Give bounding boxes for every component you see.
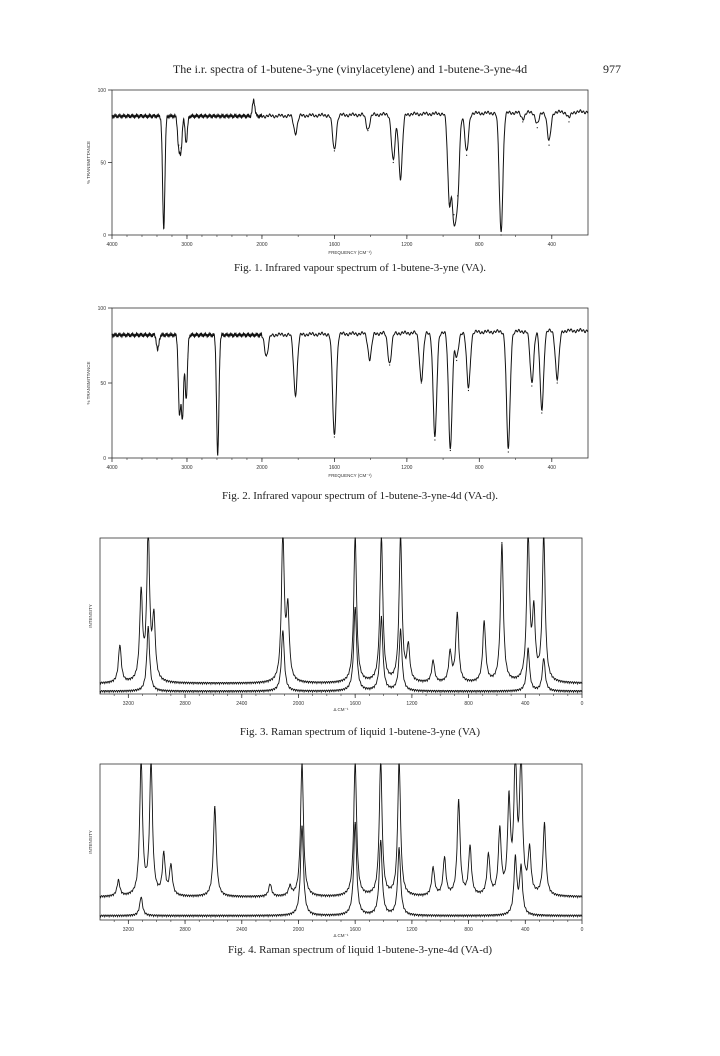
peak-point xyxy=(528,648,529,649)
x-axis-label: FREQUENCY (CM⁻¹) xyxy=(328,473,372,478)
x-tick-label: 0 xyxy=(580,927,584,933)
x-tick-label: 800 xyxy=(475,465,484,471)
band-point xyxy=(453,214,454,215)
y-axis-label: INTENSITY xyxy=(88,604,93,628)
band-point xyxy=(456,360,457,361)
x-tick-label: 2400 xyxy=(236,701,248,707)
band-point xyxy=(186,397,187,398)
band-point xyxy=(548,145,549,146)
x-tick-label: 1600 xyxy=(349,701,361,707)
peak-point xyxy=(119,645,120,646)
figure-1-caption: Fig. 1. Infrared vapour spectrum of 1-butene-3-yne (VA). xyxy=(233,262,487,274)
band-point xyxy=(531,385,532,386)
band-point xyxy=(295,394,296,395)
peak-point xyxy=(533,600,534,601)
raman-trace-high xyxy=(100,764,582,898)
x-tick-label: 2000 xyxy=(256,465,268,471)
peak-point xyxy=(433,866,434,867)
band-point xyxy=(393,162,394,163)
band-point xyxy=(449,203,450,204)
figure-2 xyxy=(0,300,720,510)
x-tick-label: 400 xyxy=(547,465,556,471)
peak-point xyxy=(170,863,171,864)
page-number: 977 xyxy=(603,62,621,76)
band-point xyxy=(389,364,390,365)
peak-point xyxy=(289,884,290,885)
peak-point xyxy=(355,537,356,538)
y-tick-label: 0 xyxy=(103,233,106,239)
band-point xyxy=(266,355,267,356)
peak-point xyxy=(458,799,459,800)
peak-point xyxy=(501,542,502,543)
x-tick-label: 800 xyxy=(464,927,473,933)
band-point xyxy=(541,412,542,413)
band-point xyxy=(500,234,501,235)
peak-point xyxy=(214,806,215,807)
x-tick-label: 400 xyxy=(547,242,556,248)
peak-point xyxy=(141,587,142,588)
peak-point xyxy=(508,791,509,792)
plot-frame xyxy=(100,764,582,920)
band-point xyxy=(178,145,179,146)
x-tick-label: 800 xyxy=(464,701,473,707)
x-tick-label: 3000 xyxy=(181,465,193,471)
x-tick-label: 1200 xyxy=(406,701,418,707)
band-point xyxy=(180,147,181,148)
figure-4-chart xyxy=(0,760,720,960)
figure-4 xyxy=(0,760,720,960)
peak-point xyxy=(484,620,485,621)
x-tick-label: 2800 xyxy=(179,701,191,707)
y-tick-label: 0 xyxy=(103,456,106,462)
peak-point xyxy=(399,763,400,764)
band-point xyxy=(334,150,335,151)
band-point xyxy=(537,127,538,128)
y-tick-label: 100 xyxy=(97,306,106,312)
x-tick-label: 1200 xyxy=(401,465,413,471)
band-point xyxy=(157,349,158,350)
page-header xyxy=(0,62,720,78)
peak-point xyxy=(301,763,302,764)
band-point xyxy=(508,451,509,452)
peak-point xyxy=(450,649,451,650)
x-tick-label: 1200 xyxy=(406,927,418,933)
x-tick-label: 800 xyxy=(475,242,484,248)
peak-point xyxy=(544,822,545,823)
band-point xyxy=(253,100,254,101)
x-tick-label: 4000 xyxy=(106,465,118,471)
band-point xyxy=(179,412,180,413)
peak-point xyxy=(301,826,302,827)
band-point xyxy=(421,382,422,383)
peak-point xyxy=(141,763,142,764)
figure-3-chart xyxy=(0,530,720,740)
x-tick-label: 2000 xyxy=(292,927,305,933)
band-point xyxy=(334,436,335,437)
band-point xyxy=(217,454,218,455)
band-point xyxy=(163,227,164,228)
x-axis-label: Δ CM⁻¹ xyxy=(333,707,349,712)
peak-point xyxy=(457,612,458,613)
peak-point xyxy=(355,822,356,823)
peak-point xyxy=(408,641,409,642)
band-point xyxy=(457,195,458,196)
x-tick-label: 0 xyxy=(580,701,584,707)
raman-trace-high xyxy=(100,538,582,684)
peak-point xyxy=(529,843,530,844)
peak-point xyxy=(282,631,283,632)
peak-point xyxy=(148,626,149,627)
x-tick-label: 3200 xyxy=(122,701,134,707)
peak-point xyxy=(380,840,381,841)
figure-3 xyxy=(0,530,720,740)
band-point xyxy=(434,439,435,440)
x-tick-label: 2800 xyxy=(179,927,191,933)
ir-trace xyxy=(112,99,588,232)
x-tick-label: 400 xyxy=(521,927,530,933)
peak-point xyxy=(520,863,521,864)
x-tick-label: 1600 xyxy=(328,242,340,248)
peak-point xyxy=(543,658,544,659)
peak-point xyxy=(287,598,288,599)
peak-point xyxy=(381,537,382,538)
peak-point xyxy=(150,763,151,764)
peak-point xyxy=(381,616,382,617)
figure-2-caption: Fig. 2. Infrared vapour spectrum of 1-butene-3-yne-4d (VA-d). xyxy=(222,490,498,502)
peak-point xyxy=(163,851,164,852)
peak-point xyxy=(520,763,521,764)
x-tick-label: 2400 xyxy=(236,927,248,933)
band-point xyxy=(182,415,183,416)
ir-trace xyxy=(112,329,588,455)
peak-point xyxy=(355,607,356,608)
y-tick-label: 50 xyxy=(100,160,106,167)
band-point xyxy=(468,390,469,391)
peak-point xyxy=(515,854,516,855)
peak-point xyxy=(444,856,445,857)
figure-2-chart xyxy=(0,300,720,510)
band-point xyxy=(522,121,523,122)
band-point xyxy=(367,130,368,131)
peak-point xyxy=(433,659,434,660)
x-tick-label: 1600 xyxy=(328,465,340,471)
peak-point xyxy=(499,825,500,826)
figure-4-caption: Fig. 4. Raman spectrum of liquid 1-butene-3-yne-4d (VA-d) xyxy=(227,944,493,956)
y-tick-label: 100 xyxy=(97,88,106,94)
peak-point xyxy=(515,763,516,764)
peak-point xyxy=(380,763,381,764)
band-point xyxy=(369,360,370,361)
band-point xyxy=(186,142,187,143)
x-tick-label: 3000 xyxy=(181,242,193,248)
x-axis-label: FREQUENCY (CM⁻¹) xyxy=(328,250,372,255)
peak-point xyxy=(399,847,400,848)
band-point xyxy=(557,382,558,383)
peak-point xyxy=(400,537,401,538)
figure-1 xyxy=(0,80,720,280)
x-tick-label: 2000 xyxy=(292,701,305,707)
peak-point xyxy=(282,537,283,538)
x-tick-label: 1200 xyxy=(401,242,413,248)
x-tick-label: 3200 xyxy=(122,927,134,933)
peak-point xyxy=(400,628,401,629)
y-tick-label: 50 xyxy=(100,381,106,387)
peak-point xyxy=(528,537,529,538)
plot-frame xyxy=(100,538,582,694)
peak-point xyxy=(141,897,142,898)
peak-point xyxy=(118,879,119,880)
peak-point xyxy=(270,884,271,885)
y-axis-label: INTENSITY xyxy=(88,830,93,854)
peak-point xyxy=(469,844,470,845)
x-axis-label: Δ CM⁻¹ xyxy=(333,933,349,938)
band-point xyxy=(568,121,569,122)
x-tick-label: 4000 xyxy=(106,242,118,248)
running-title: The i.r. spectra of 1-butene-3-yne (vinylacetylene) and 1-butene-3-yne-4d xyxy=(172,62,528,76)
peak-point xyxy=(153,609,154,610)
band-point xyxy=(400,179,401,180)
figure-1-chart xyxy=(0,80,720,280)
y-axis-label: % TRANSMITTANCE xyxy=(86,361,91,405)
band-point xyxy=(466,155,467,156)
peak-point xyxy=(488,852,489,853)
x-tick-label: 2000 xyxy=(256,242,268,248)
peak-point xyxy=(355,763,356,764)
peak-point xyxy=(148,537,149,538)
raman-trace-low xyxy=(100,823,582,917)
y-axis-label: % TRANSMITTANCE xyxy=(86,140,91,185)
x-tick-label: 1600 xyxy=(349,927,361,933)
x-tick-label: 400 xyxy=(521,701,530,707)
peak-point xyxy=(543,537,544,538)
band-point xyxy=(450,450,451,451)
figure-3-caption: Fig. 3. Raman spectrum of liquid 1-butene-3-yne (VA) xyxy=(239,726,481,738)
band-point xyxy=(295,133,296,134)
